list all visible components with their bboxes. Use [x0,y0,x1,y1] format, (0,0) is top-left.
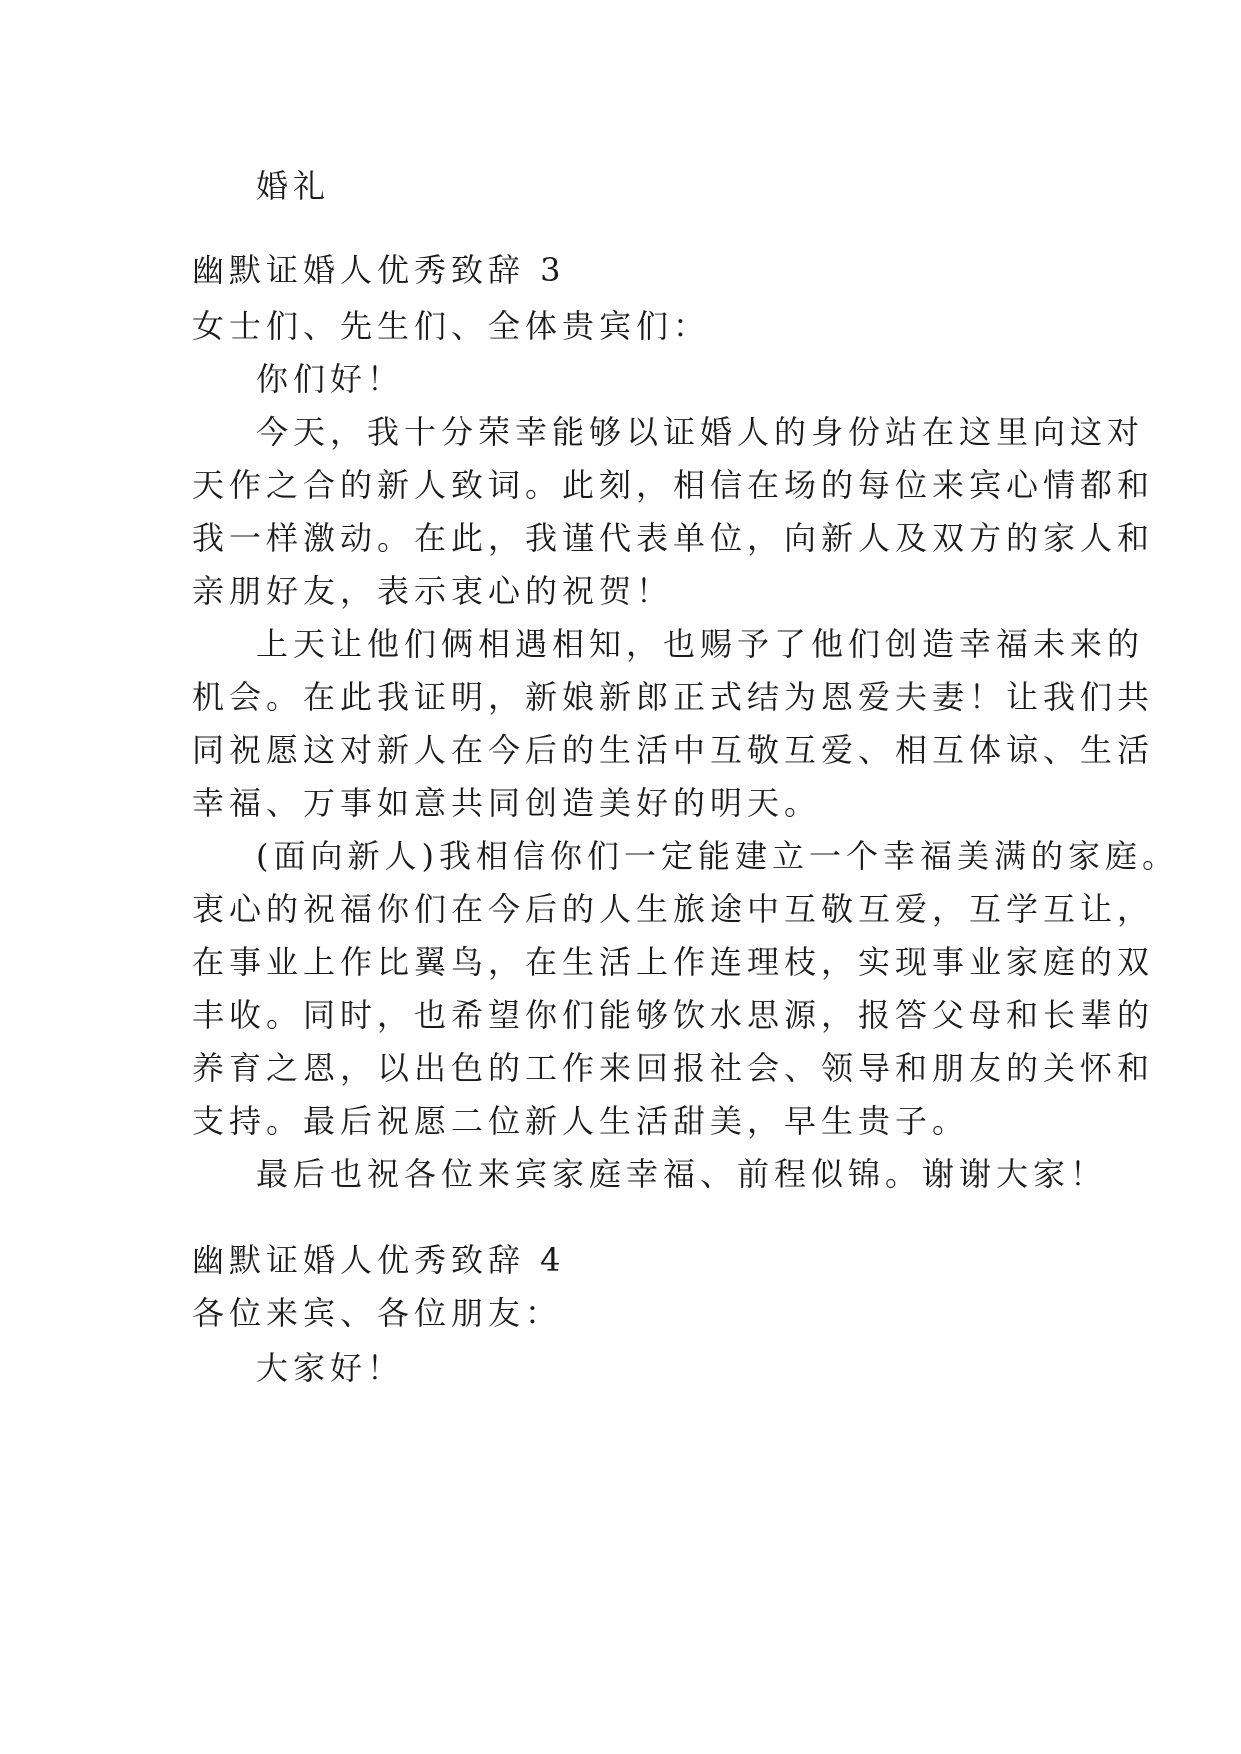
paragraph-line: 同祝愿这对新人在今后的生活中互敬互爱、相互体谅、生活 [192,731,1155,769]
section-4-greeting: 大家好！ [256,1349,405,1387]
section-3-salutation: 女士们、先生们、全体贵宾们： [192,307,711,345]
fragment-text: 婚礼 [256,167,331,205]
paragraph-line: 上天让他们俩相遇相知，也赐予了他们创造幸福未来的 [256,625,1145,663]
paragraph-line: 支持。最后祝愿二位新人生活甜美，早生贵子。 [192,1102,970,1140]
paragraph-line: 机会。在此我证明，新娘新郎正式结为恩爱夫妻！让我们共 [192,678,1155,716]
paragraph-line: 今天，我十分荣幸能够以证婚人的身份站在这里向这对 [256,413,1145,451]
paragraph-line: 我一样激动。在此，我谨代表单位，向新人及双方的家人和 [192,519,1155,557]
paragraph-line: 衷心的祝福你们在今后的人生旅途中互敬互爱，互学互让， [192,890,1155,928]
section-3-greeting: 你们好！ [256,360,405,398]
paragraph-line: 幸福、万事如意共同创造美好的明天。 [192,784,822,822]
section-3-heading: 幽默证婚人优秀致辞 3 [192,251,566,289]
paragraph-line: (面向新人)我相信你们一定能建立一个幸福美满的家庭。 [256,837,1179,875]
paragraph-line: 丰收。同时，也希望你们能够饮水思源，报答父母和长辈的 [192,996,1155,1034]
paragraph-line: 亲朋好友，表示衷心的祝贺！ [192,572,674,610]
paragraph-line: 天作之合的新人致词。此刻，相信在场的每位来宾心情都和 [192,466,1155,504]
paragraph-line: 最后也祝各位来宾家庭幸福、前程似锦。谢谢大家！ [256,1155,1108,1193]
paragraph-line: 养育之恩，以出色的工作来回报社会、领导和朋友的关怀和 [192,1049,1155,1087]
section-4-salutation: 各位来宾、各位朋友： [192,1294,563,1332]
paragraph-line: 在事业上作比翼鸟，在生活上作连理枝，实现事业家庭的双 [192,943,1155,981]
section-4-heading: 幽默证婚人优秀致辞 4 [192,1241,566,1279]
